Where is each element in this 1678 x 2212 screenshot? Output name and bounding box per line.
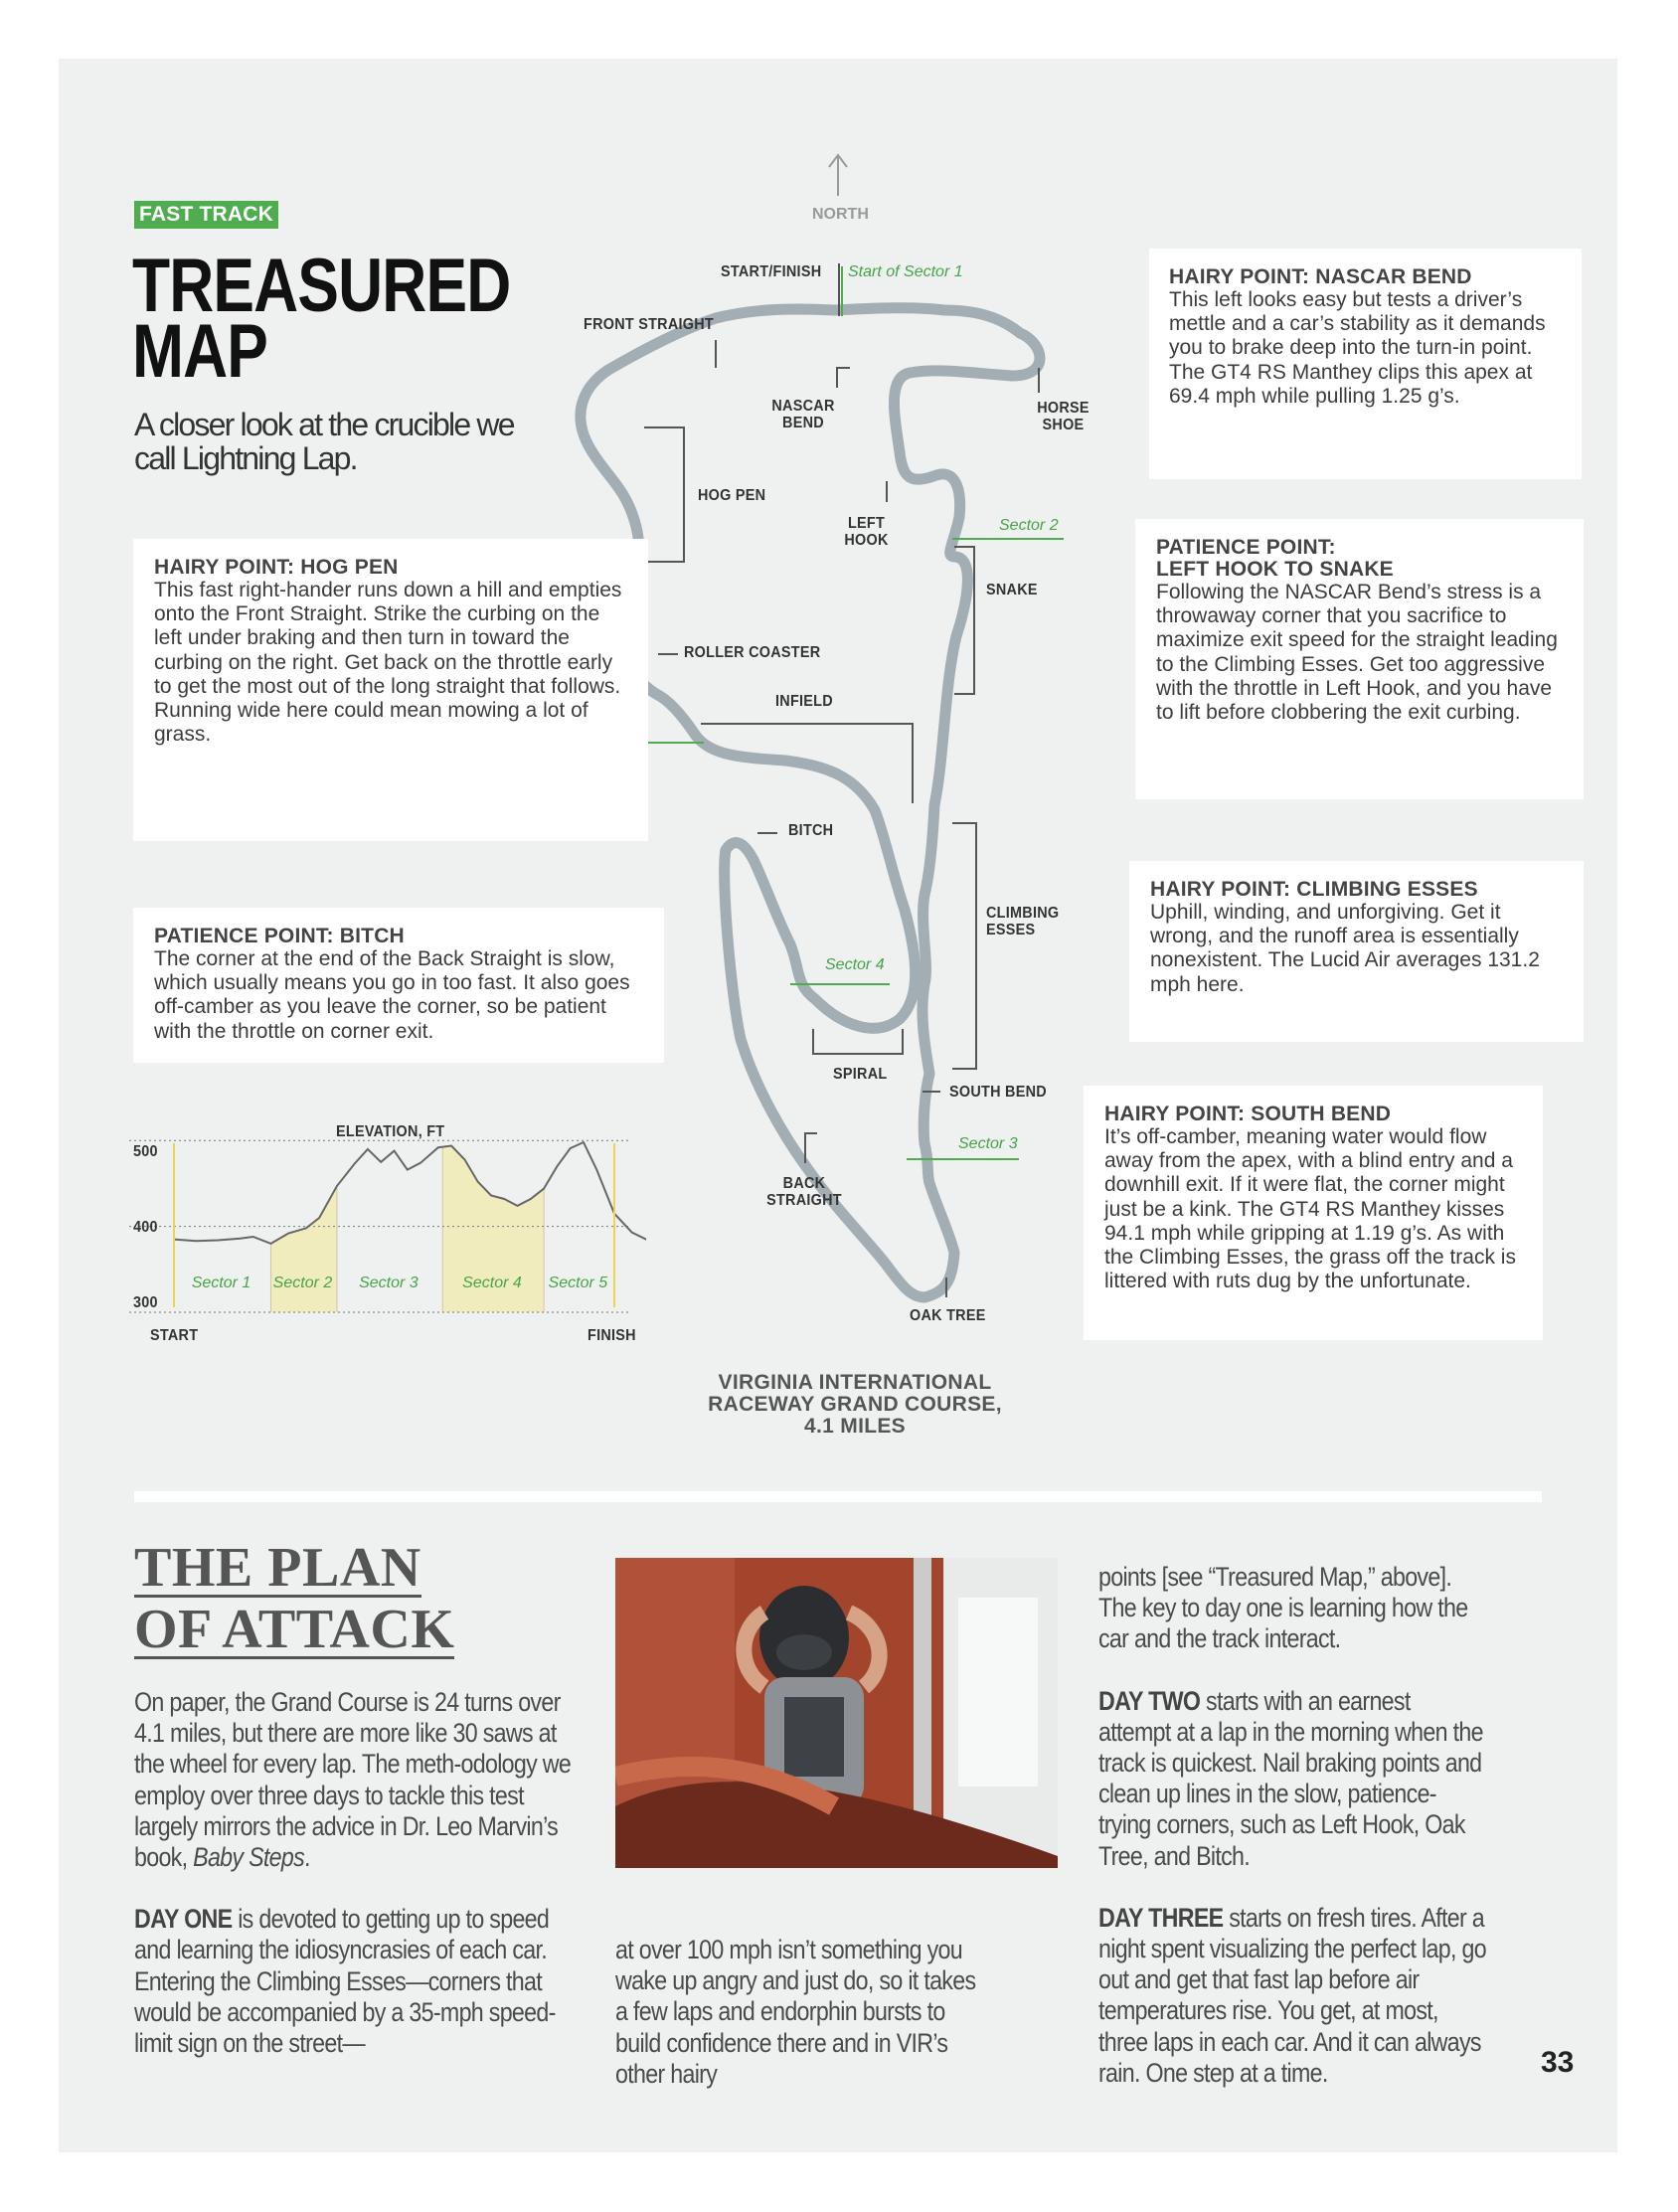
box-climbing-esses-title: HAIRY POINT: CLIMBING ESSES [1150,878,1478,901]
box-nascar-bend [1149,249,1582,479]
day-three-label: DAY THREE [1098,1902,1224,1933]
label-back-straight [759,1175,849,1209]
column-3-para-1: points [see “Treasured Map,” above]. The key to day one is learning how the car and the track interact. [1098,1562,1468,1654]
label-horse-shoe-1: HORSE [1037,400,1090,417]
box-climbing-esses-body: Uphill, winding, and unforgiving. Get it wrong, and the runoff area is essentially nonexistent. The Lucid Air averages 131.2 mph here. [1150,901,1540,996]
elevation-line [174,1142,614,1244]
label-snake: SNAKE [986,582,1038,598]
label-left-hook [835,515,898,549]
day-one-label: DAY ONE [134,1904,233,1935]
box-left-hook-body: Following the NASCAR Bend’s stress is a throwaway corner that you sacrifice to maximize exit speed for the straight leading to the Climbing Esses. Get too aggressive with the throttle in Left Hook, and you have to lift before clobbering the exit curbing. [1156,581,1558,725]
box-left-hook-title-1: PATIENCE POINT: [1156,536,1336,559]
map-caption-line-2: RACEWAY GRAND COURSE, [708,1393,1002,1416]
column-3-para-2 [1098,1686,1487,1872]
label-hog-pen: HOG PEN [698,487,766,504]
elevation-chart [129,1113,646,1352]
label-sector-2: Sector 2 [999,517,1059,534]
column-1-para-2 [134,1904,575,2059]
label-left-hook-2: HOOK [844,532,889,549]
ytick-400: 400 [133,1219,158,1236]
box-nascar-bend-body: This left looks easy but tests a driver’s mettle and a car’s stability as it demands you to brake deep into the turn-in point. The GT4 RS Manthey clips this apex at 69.4 mph while pulling 1.25 g’s. [1169,288,1546,408]
xlabel-finish: FINISH [587,1327,636,1344]
label-oak-tree: OAK TREE [910,1307,986,1324]
xlabel-start: START [150,1327,199,1344]
label-spiral: SPIRAL [833,1066,888,1083]
book-title: Baby Steps [193,1842,305,1873]
plan-title-line-2: OF ATTACK [134,1599,455,1660]
label-left-hook-1: LEFT [847,515,886,532]
col1-text-1-end: . [304,1842,310,1873]
box-bitch-body: The corner at the end of the Back Straight is slow, which usually means you go in too fast. It also goes off-camber as you leave the corner, so be patient with the throttle on corner exit. [154,947,630,1043]
label-back-straight-1: BACK [782,1175,826,1192]
ytick-500: 500 [133,1143,158,1160]
label-nascar-bend-1: NASCAR [771,398,835,415]
label-start-finish: START/FINISH [721,263,822,280]
section-kicker: FAST TRACK [134,201,278,229]
label-nascar-bend-2: BEND [782,415,824,431]
box-left-hook-title-2: LEFT HOOK TO SNAKE [1156,558,1394,581]
map-caption-line-3: 4.1 MILES [804,1415,906,1438]
elevation-sector-label-3: Sector 3 [359,1275,419,1291]
box-south-bend-body: It’s off-camber, meaning water would flow away from the apex, with a blind entry and a downhill exit. If it were flat, the corner might just be a kink. The GT4 RS Manthey kisses 94.1 mph while gripping at 1.19 g’s. As with the Climbing Esses, the grass off the track is littered with ruts dug by the unfortunate. [1104,1125,1516,1293]
map-caption [636,1372,1074,1438]
box-hog-pen-body: This fast right-hander runs down a hill and empties onto the Front Straight. Strike the curbing on the left under braking and then turn in toward the curbing on the right. Get back on the throttle early to get the most out of the long straight that follows. Running wide here could mean mowing a lot of grass. [154,579,622,747]
box-left-hook [1135,519,1584,799]
title-line-1: TREASURED [132,244,511,328]
box-bitch [133,908,664,1063]
elevation-title: ELEVATION, FT [336,1123,445,1140]
box-hog-pen-title: HAIRY POINT: HOG PEN [154,556,399,579]
box-nascar-bend-title: HAIRY POINT: NASCAR BEND [1169,265,1472,288]
box-climbing-esses [1129,861,1584,1042]
map-caption-line-1: VIRGINIA INTERNATIONAL [718,1371,992,1394]
label-south-bend: SOUTH BEND [949,1084,1047,1101]
column-3-para-3 [1098,1903,1487,2089]
box-south-bend-title: HAIRY POINT: SOUTH BEND [1104,1103,1392,1125]
label-climbing-esses-2: ESSES [986,922,1036,938]
column-2 [615,1935,983,2121]
label-bitch: BITCH [788,822,834,839]
elevation-sector-label-5: Sector 5 [548,1275,608,1291]
day-two-label: DAY TWO [1098,1685,1201,1716]
title-line-2: MAP [132,309,268,394]
plan-title-line-1: THE PLAN [134,1537,421,1599]
col3-text-2: starts with an earnest attempt at a lap in the morning when the track is quickest. Nail braking points and clean up lines in the slow, patience-trying corners, such as Left Hook, Oak Tree, and Bitch. [1098,1685,1483,1871]
deck: A closer look at the crucible we call Lightning Lap. [134,407,514,476]
ytick-300: 300 [133,1294,158,1311]
label-horse-shoe-2: SHOE [1042,417,1085,433]
label-back-straight-2: STRAIGHT [766,1192,842,1209]
north-arrow-icon [829,155,847,196]
box-hog-pen [133,539,648,841]
page-number: 33 [1541,2046,1575,2079]
elevation-sector-label-1: Sector 1 [191,1275,252,1291]
label-horse-shoe [1032,400,1094,433]
column-3 [1098,1562,1487,2120]
box-bitch-title: PATIENCE POINT: BITCH [154,925,405,947]
elevation-tail-line [614,1214,646,1242]
label-start-sector-1: Start of Sector 1 [848,263,963,280]
label-sector-3: Sector 3 [958,1135,1018,1152]
col3-text-3: starts on fresh tires. After a night spent visualizing the perfect lap, go out and get that fast lap before air temperatures rise. You get, at most, three laps in each car. And it can always rain. One step at a time. [1098,1902,1486,2088]
driver-photo [615,1558,1058,1868]
box-south-bend [1084,1086,1543,1340]
label-nascar-bend [767,398,839,431]
plan-title [134,1537,454,1660]
column-2-para-1: at over 100 mph isn’t something you wake up angry and just do, so it takes a few laps and endorphin bursts to build confidence there and in VIR’s other hairy [615,1935,976,2089]
elevation-sector-label-4: Sector 4 [462,1275,522,1291]
label-front-straight: FRONT STRAIGHT [584,316,714,333]
section-divider [134,1491,1542,1502]
elevation-sector-label-2: Sector 2 [272,1275,333,1291]
label-infield: INFIELD [775,693,833,710]
north-label: NORTH [812,206,869,223]
label-roller-coaster: ROLLER COASTER [684,644,821,661]
col1-text-1: On paper, the Grand Course is 24 turns over 4.1 miles, but there are more like 30 saws at the wheel for every lap. The meth-odology we employ over three days to tackle this test largely mirrors the advice in Dr. Leo Marvin’s book, [134,1687,572,1873]
label-climbing-esses-1: CLIMBING [986,905,1060,922]
column-1 [134,1687,575,2090]
label-sector-4: Sector 4 [825,956,885,973]
label-climbing-esses [986,905,1059,938]
column-1-para-1 [134,1687,575,1873]
col1-text-2: is devoted to getting up to speed and learning the idiosyncrasies of each car. Entering the Climbing Esses—corners that would be accompanied by a 35-mph speed-limit sign on the street— [134,1904,556,2059]
